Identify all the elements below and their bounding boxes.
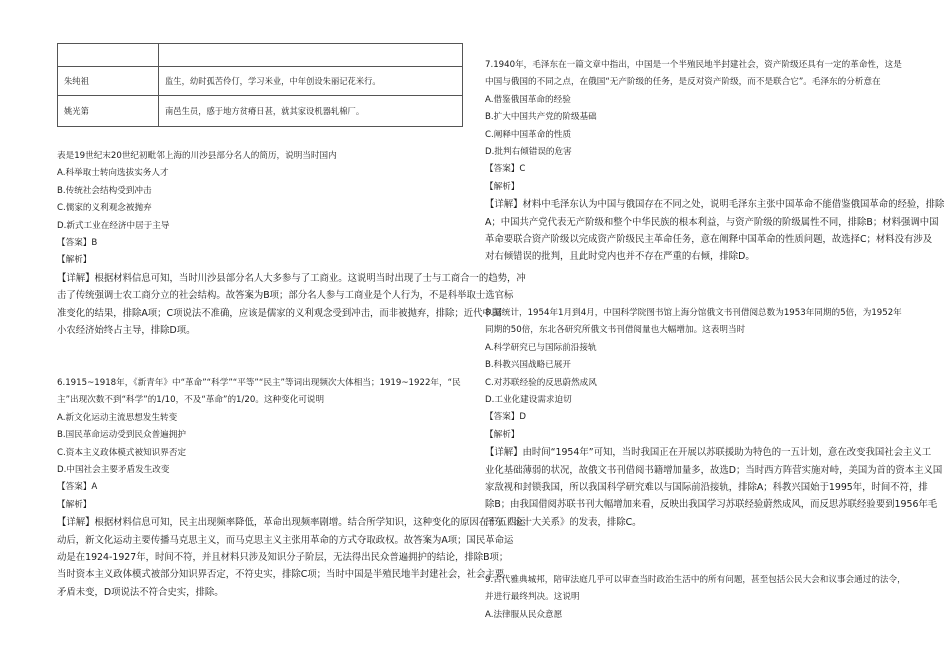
analysis-label: 【解析】 (485, 429, 520, 440)
option-d: D.批判右倾错误的危害 (485, 147, 572, 158)
option-a: A.新文化运动主流思想发生转变 (57, 412, 178, 423)
table-cell-desc: 南邑生员，感于地方贫瘠日甚，就其家设机器轧棉厂。 (159, 96, 463, 127)
question-7 (485, 57, 945, 266)
option-c: C.资本主义政体模式被知识界否定 (57, 447, 187, 458)
option-c: C.对苏联经验的反思蔚然成风 (485, 377, 597, 388)
detail-line: 业化基础薄弱的状况，故俄文书刊借阅书籍增加量多，故选D；当时西方阵营实施对峙，美国为首的资本主义国 (485, 464, 943, 476)
detail-line: 当时资本主义政体模式被部分知识界否定，不符史实，排除C项；当时中国是半殖民地半封建社会，社会主要 (57, 569, 505, 581)
table-cell-name: 姚光第 (58, 96, 159, 127)
right-column (485, 57, 945, 266)
detail-line: 准变化的结果，排除A项；C项说法不准确，应该是儒家的义利观念受到冲击，而非被抛弃，排除；近代中国 (57, 307, 502, 319)
detail-line: 小农经济始终占主导，排除D项。 (57, 325, 196, 337)
option-a: A.借鉴俄国革命的经验 (485, 94, 571, 105)
option-b: B.扩大中国共产党的阶级基础 (485, 112, 597, 123)
analysis-label: 【解析】 (57, 255, 92, 266)
question-stem: 并进行最终判决。这说明 (485, 592, 580, 603)
question-stem: 主”出现次数不到“科学”的1/10，不及“革命”的1/20。这种变化可说明 (57, 395, 325, 406)
option-d: D.工业化建设需求迫切 (485, 395, 572, 406)
detail-line: 【详解】由时间“1954年”可知，当时我国正在开展以苏联援助为特色的一五计划，意在改变我国社会主义工 (485, 447, 932, 459)
question-stem: 9.古代雅典城邦，陪审法庭几乎可以审查当时政治生活中的所有问题，甚至包括公民大会和议事会通过的法令， (485, 575, 906, 585)
option-b: B.科教兴国战略已展开 (485, 360, 571, 371)
detail-line: 动是在1924-1927年，时间不符，并且材料只涉及知识分子阶层，无法得出民众普遍拥护的结论，排除B项； (57, 552, 509, 564)
right-column-middle (485, 305, 943, 531)
table-row (58, 44, 463, 67)
table-cell-name: 朱纯祖 (58, 67, 159, 96)
table-cell-name (58, 44, 159, 67)
option-d: D.新式工业在经济中居于主导 (57, 220, 170, 231)
analysis-label: 【解析】 (485, 181, 520, 192)
table-row (58, 96, 463, 127)
table-row (58, 67, 463, 96)
question-stem: 表是19世纪末20世纪初毗邻上海的川沙县部分名人的简历，说明当时国内 (57, 151, 337, 161)
answer-label: 【答案】C (485, 164, 526, 175)
option-c: C.阐释中国革命的性质 (485, 129, 572, 140)
question-stem: 7.1940年，毛泽东在一篇文章中指出，中国是一个半殖民地半封建社会，资产阶级还具有一定的革命性，这是 (485, 60, 902, 70)
detail-line: 革命要联合资产阶级以完成资产阶级民主革命任务，意在阐释中国革命的性质问题，故选择C；材料没有涉及 (485, 234, 933, 246)
option-b: B.传统社会结构受到冲击 (57, 185, 152, 196)
detail-line: 泽东《论十大关系》的发表，排除C。 (485, 516, 642, 528)
answer-label: 【答案】D (485, 412, 526, 423)
detail-line: 【详解】根据材料信息可知，民主出现频率降低，革命出现频率剧增。结合所学知识，这种变化的原因在于五四运 (57, 517, 526, 529)
option-a: A.科学研究已与国际前沿接轨 (485, 342, 597, 353)
answer-label: 【答案】B (57, 238, 98, 249)
right-column-lower (485, 572, 906, 624)
detail-line: 对右倾错误的批判，且此时党内也并不存在严重的右倾，排除D。 (485, 251, 755, 263)
question-8 (485, 305, 943, 531)
detail-line: 【详解】根据材料信息可知，当时川沙县部分名人大多参与了工商业。这说明当时出现了士与工商合一的趋势，冲 (57, 272, 526, 284)
detail-line: 动后，新文化运动主要传播马克思主义，而马克思主义主张用革命的方式夺取政权。故答案为A项；国民革命运 (57, 534, 514, 546)
question-stem: 8.据统计，1954年1月到4月，中国科学院图书馆上海分馆俄文书刊借阅总数为1953年同期的5倍，为1952年 (485, 308, 902, 318)
table-cell-desc: 监生，幼时孤苦伶仃，学习米业，中年创设朱丽记花米行。 (159, 67, 463, 96)
biography-table (57, 43, 463, 127)
detail-line: 【详解】材料中毛泽东认为中国与俄国存在不同之处，说明毛泽东主张中国革命不能借鉴俄国革命的经验，排除 (485, 199, 945, 211)
question-9 (485, 572, 906, 624)
option-b: B.国民革命运动受到民众普遍拥护 (57, 430, 186, 441)
detail-line: 除B；由我国借阅苏联书刊大幅增加来看，反映出我国学习苏联经验蔚然成风，而反思苏联经验要到1956年毛 (485, 499, 938, 511)
analysis-label: 【解析】 (57, 499, 92, 510)
question-stem: 同期的50倍，东北各研究所俄文书刊借阅量也大幅增加。这表明当时 (485, 325, 746, 336)
option-c: C.儒家的义利观念被抛弃 (57, 203, 152, 214)
option-a: A.法律服从民众意愿 (485, 609, 563, 620)
detail-line: 击了传统强调士农工商分立的社会结构。故答案为B项；部分名人参与工商业是个人行为，不是科举取士选官标 (57, 290, 514, 302)
detail-line: 家敌视和封锁我国，所以我国科学研究难以与国际前沿接轨，排除A；科教兴国始于1995年，时间不符，排 (485, 482, 928, 494)
answer-label: 【答案】A (57, 482, 98, 493)
detail-line: A；中国共产党代表无产阶级和整个中华民族的根本利益，与资产阶级的阶级属性不同，排除B；材料强调中国 (485, 216, 939, 228)
detail-line: 矛盾未变，D项说法不符合史实，排除。 (57, 586, 224, 598)
table-cell-desc (159, 44, 463, 67)
question-stem: 6.1915~1918年，《新青年》中“革命”“科学”“平等”“民主”等词出现频次大体相当；1919~1922年，“民 (57, 378, 461, 388)
option-d: D.中国社会主要矛盾发生改变 (57, 465, 170, 476)
question-stem: 中国与俄国的不同之点，在俄国“无产阶级的任务，是反对资产阶级，而不是联合它”。毛泽东的分析意在 (485, 77, 881, 88)
option-a: A.科举取士转向选拔实务人才 (57, 168, 169, 179)
